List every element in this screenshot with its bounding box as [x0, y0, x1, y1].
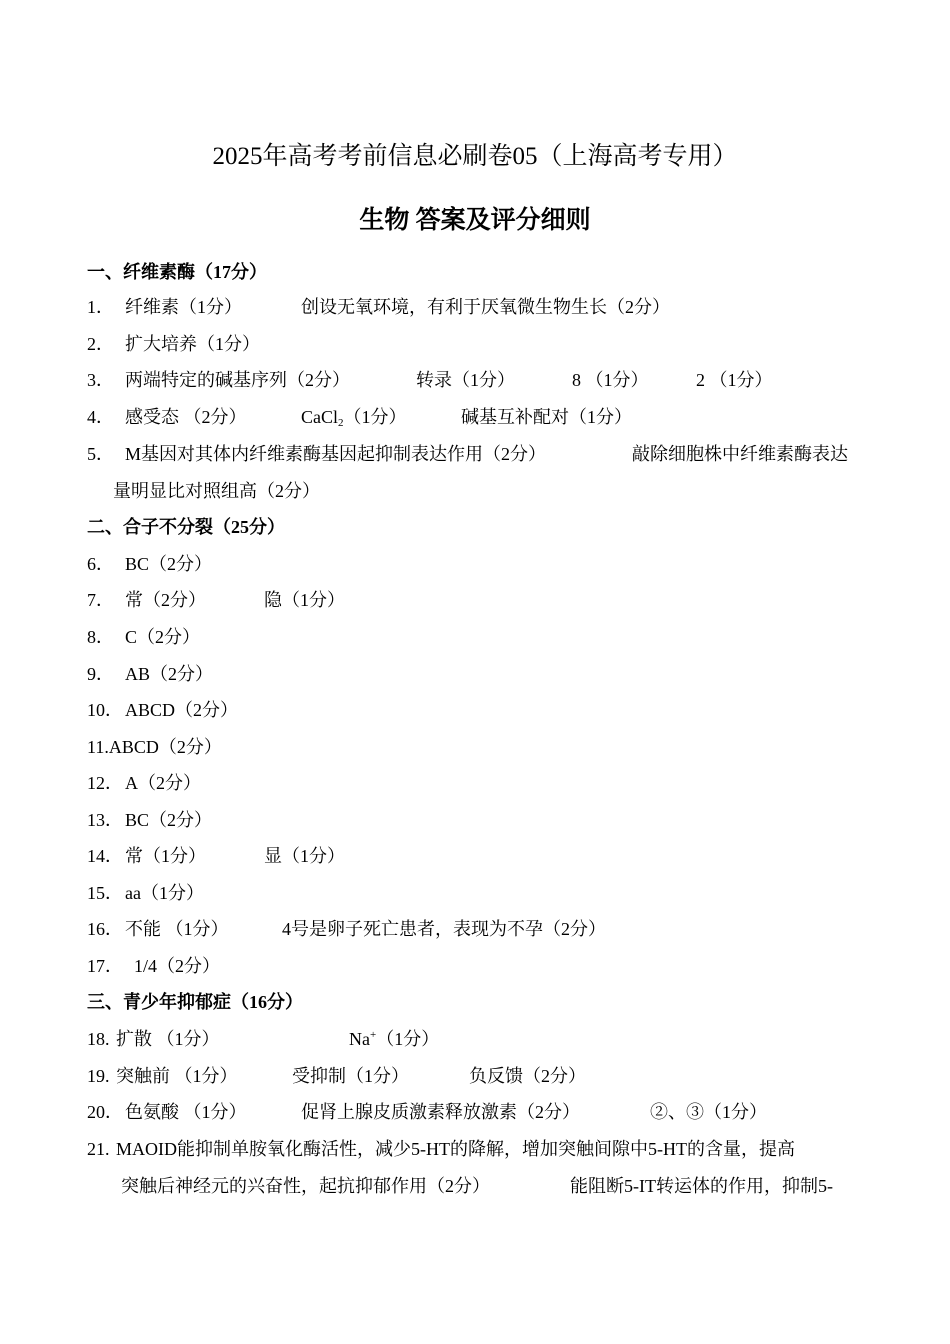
question-number: 6．: [87, 554, 114, 574]
question-number: 2．: [87, 334, 114, 354]
answer-line-4: [87, 403, 632, 429]
question-number: 15．: [87, 883, 123, 903]
score: （1分）: [343, 407, 407, 427]
answer-part: 2 （1分）: [696, 370, 773, 390]
answer-part: M基因对其体内纤维素酶基因起抑制表达作用（2分）: [125, 444, 547, 464]
answer-line-19: [87, 1062, 586, 1088]
answer-line-5-continued: 量明显比对照组高（2分）: [113, 481, 320, 501]
question-number: 18.: [87, 1029, 110, 1049]
answer-part: 纤维素（1分）: [125, 297, 242, 317]
question-number: 3．: [87, 370, 114, 390]
answer-part: ABCD（2分）: [125, 700, 239, 720]
answer-part: ②、③（1分）: [650, 1102, 767, 1122]
answer-line-21-continued: [121, 1172, 833, 1198]
answer-part: 色氨酸 （1分）: [125, 1102, 247, 1122]
answer-part: 隐（1分）: [264, 590, 345, 610]
answer-part: 负反馈（2分）: [469, 1066, 586, 1086]
answer-line-2: [87, 330, 260, 356]
page-title: 2025年高考考前信息必刷卷05（上海高考专用）: [212, 143, 738, 170]
answer-part: C（2分）: [125, 627, 201, 647]
question-number: 4．: [87, 407, 114, 427]
answer-line-13: [87, 806, 212, 832]
answer-part: 两端特定的碱基序列（2分）: [125, 370, 350, 390]
question-number: 21.: [87, 1139, 110, 1159]
question-number: 11.: [87, 737, 109, 757]
question-number: 8．: [87, 627, 114, 647]
answer-part: BC（2分）: [125, 810, 213, 830]
answer-part: 常（1分）: [125, 846, 206, 866]
answer-line-8: [87, 623, 200, 649]
answer-part: 敲除细胞株中纤维素酶表达: [632, 444, 848, 464]
answer-part: ABCD（2分）: [108, 737, 222, 757]
question-number: 14．: [87, 846, 123, 866]
answer-line-20: [87, 1098, 767, 1124]
question-number: 1．: [87, 297, 114, 317]
page-subtitle: 生物 答案及评分细则: [359, 207, 591, 234]
answer-part: 突触前 （1分）: [116, 1066, 238, 1086]
answer-part: 碱基互补配对（1分）: [461, 407, 632, 427]
answer-part: 突触后神经元的兴奋性，起抗抑郁作用（2分）: [121, 1176, 490, 1196]
answer-line-18: [87, 1025, 439, 1051]
answer-part: 1/4（2分）: [134, 956, 221, 976]
chemical-formula: CaCl: [301, 407, 339, 427]
answer-part: 受抑制（1分）: [292, 1066, 409, 1086]
answer-part: aa（1分）: [125, 883, 204, 903]
section-heading-2: 二、合子不分裂（25分）: [87, 517, 285, 537]
answer-part: 扩大培养（1分）: [125, 334, 260, 354]
answer-line-14: [87, 842, 345, 868]
question-number: 12．: [87, 773, 123, 793]
question-number: 19.: [87, 1066, 110, 1086]
answer-line-16: [87, 915, 606, 941]
answer-line-3: [87, 366, 773, 392]
subscript: 2: [338, 417, 344, 429]
answer-part-na: [349, 1029, 439, 1049]
question-number: 9．: [87, 664, 114, 684]
question-number: 16．: [87, 919, 123, 939]
answer-line-7: [87, 586, 345, 612]
answer-line-6: [87, 550, 212, 576]
answer-line-17: [87, 952, 220, 978]
section-heading-3: 三、青少年抑郁症（16分）: [87, 992, 303, 1012]
question-number: 20．: [87, 1102, 123, 1122]
question-number: 5．: [87, 444, 114, 464]
answer-part: 4号是卵子死亡患者，表现为不孕（2分）: [282, 919, 606, 939]
answer-part: AB（2分）: [125, 664, 214, 684]
question-number: 17．: [87, 956, 123, 976]
answer-line-12: [87, 769, 201, 795]
answer-line-11: [87, 733, 222, 759]
question-number: 10．: [87, 700, 123, 720]
answer-part: BC（2分）: [125, 554, 213, 574]
answer-line-9: [87, 660, 213, 686]
answer-line-21: [87, 1135, 795, 1161]
question-number: 7．: [87, 590, 114, 610]
question-number: 13．: [87, 810, 123, 830]
answer-part: MAOID能抑制单胺氧化酶活性，减少5-HT的降解，增加突触间隙中5-HT的含量，提高: [116, 1139, 795, 1159]
answer-part: 显（1分）: [264, 846, 345, 866]
answer-line-1: [87, 293, 670, 319]
answer-part: A（2分）: [125, 773, 201, 793]
score: （1分）: [376, 1029, 440, 1049]
answer-part: 创设无氧环境，有利于厌氧微生物生长（2分）: [301, 297, 670, 317]
answer-line-15: [87, 879, 204, 905]
answer-line-10: [87, 696, 238, 722]
answer-part: 不能 （1分）: [125, 919, 229, 939]
answer-part: 扩散 （1分）: [116, 1029, 220, 1049]
answer-part: 感受态 （2分）: [125, 407, 247, 427]
answer-line-5: [87, 440, 848, 466]
answer-part: 促肾上腺皮质激素释放激素（2分）: [301, 1102, 580, 1122]
answer-part: 常（2分）: [125, 590, 206, 610]
superscript: +: [370, 1029, 377, 1041]
answer-part-cacl2: [301, 403, 461, 429]
answer-part: 8 （1分）: [572, 370, 649, 390]
answer-part: 能阻断5-IT转运体的作用，抑制5-: [570, 1176, 833, 1196]
answer-part: 转录（1分）: [416, 370, 515, 390]
section-heading-1: 一、纤维素酶（17分）: [87, 262, 267, 282]
chemical-formula: Na: [349, 1029, 370, 1049]
